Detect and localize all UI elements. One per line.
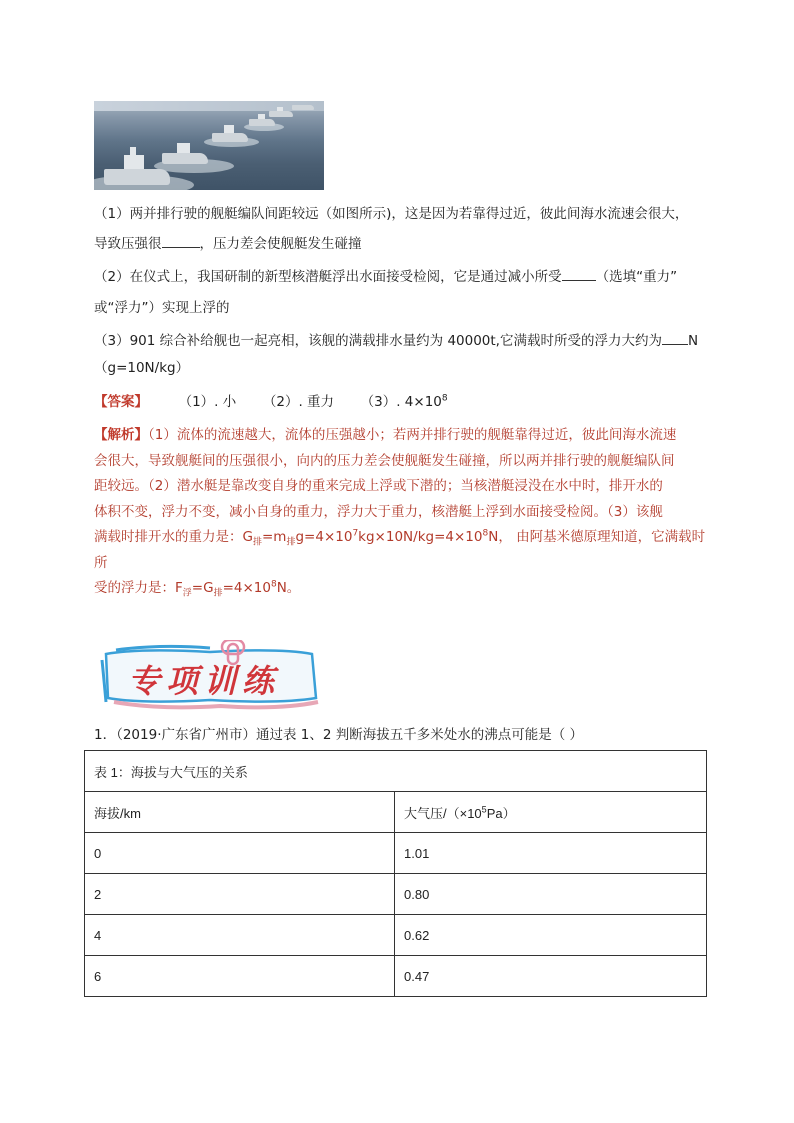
table-title: 表 1：海拔与大气压的关系 [85, 751, 707, 792]
cell-altitude: 4 [85, 915, 395, 956]
header-pressure: 大气压$/(\times 10^5Pa)$ [395, 792, 707, 833]
answer-3: （3）. $4\times 10^8$ [360, 393, 448, 410]
question-part-2-line1: （2）在仪式上，我国研制的新型核潜艇浮出水面接受检阅，它是通过减小所受 （选填“重力” [94, 266, 677, 287]
blank-2[interactable] [562, 266, 596, 281]
answer-label: 【答案】 [94, 394, 148, 410]
cell-altitude: 6 [85, 956, 395, 997]
question-1: 1．（2019·广东省广州市）通过表 1、2 判断海拔五千多米处水的沸点可能是（ ） [94, 727, 584, 743]
question-part-2-line2: 或“浮力”）实现上浮的 [94, 300, 230, 316]
cell-altitude: 0 [85, 833, 395, 874]
table-row [85, 874, 707, 915]
answer-1: （1）. 小 [178, 394, 237, 410]
question-part-3-line1: （3）901 综合补给舰也一起亮相，该舰的满载排水量约为 40000t,它满载时所受的浮力大约为 N [94, 330, 698, 351]
table-row [85, 833, 707, 874]
warship-formation-photo [94, 101, 324, 190]
blank-3[interactable] [662, 330, 688, 345]
cell-pressure: 0.47 [395, 956, 707, 997]
banner-title: 专项训练 [128, 662, 281, 700]
question-part-1-line2: 导致压强很 ，压力差会使舰艇发生碰撞 [94, 233, 362, 254]
cell-pressure: 0.80 [395, 874, 707, 915]
table-title-row [85, 751, 707, 792]
question-part-3-line2: （g=10N/kg） [94, 360, 190, 376]
blank-1[interactable] [162, 233, 200, 248]
altitude-pressure-table [84, 750, 707, 997]
cell-altitude: 2 [85, 874, 395, 915]
table-header-row [85, 792, 707, 833]
header-altitude: 海拔/km [85, 792, 395, 833]
cell-pressure: 0.62 [395, 915, 707, 956]
question-part-1-line1: （1）两并排行驶的舰艇编队间距较远（如图所示)，这是因为若靠得过近，彼此间海水流速会很大， [94, 206, 689, 222]
answer-line [94, 392, 448, 412]
section-banner [100, 640, 322, 712]
table-row [85, 915, 707, 956]
answer-2: （2）. 重力 [262, 394, 335, 410]
analysis-label: 【解析】 [94, 427, 148, 443]
analysis-paragraph: 【解析】（1）流体的流速越大，流体的压强越小；若两并排行驶的舰艇靠得过近，彼此间海水流速 会很大，导致舰艇间的压强很小，向内的压力差会使舰艇发生碰撞，所以两并排行驶的舰艇编队间 距较远。（2）潜水艇是靠改变自身的重来完成上浮或下潜的；当核潜艇浸没在水中时，排开水的 体积不变，浮力不变，减小自身的重力，浮力大于重力，核潜艇上浮到水面接受检阅。（3）该舰 满载时排开水的重力是：$G_排=m_排g=4\times 10^7kg\times 10N/kg=4\times 10^8N$， 由阿基米德原理知道，它满载时所 受的浮力是：$F_浮=G_排=4\times 10^8N$。 [94, 427, 706, 599]
cell-pressure: 1.01 [395, 833, 707, 874]
table-row [85, 956, 707, 997]
